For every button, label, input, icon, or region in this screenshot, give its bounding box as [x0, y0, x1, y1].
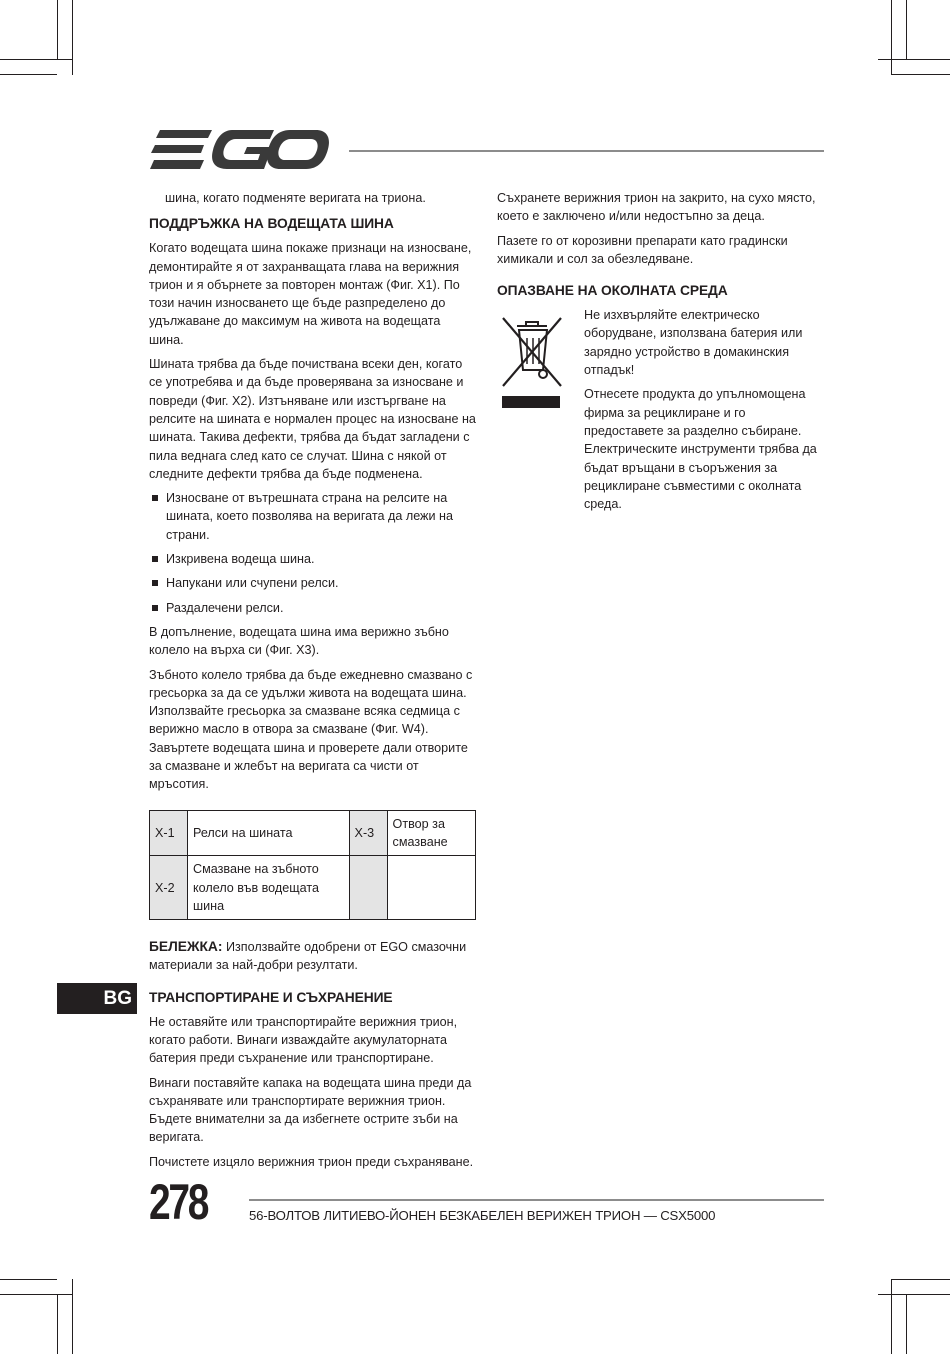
header-rule: [349, 150, 824, 152]
crop-mark: [891, 1279, 892, 1354]
environment-text: [584, 306, 822, 513]
environment-block: [497, 306, 822, 513]
crop-mark: [892, 74, 950, 75]
language-tab: BG: [57, 983, 137, 1014]
list-item-text: Напукани или счупени релси.: [166, 576, 339, 591]
crop-mark: [0, 1279, 57, 1280]
left-column: [149, 189, 476, 1177]
intro-continuation: шина, когато подменяте веригата на триона.: [165, 191, 426, 205]
table-row: [150, 810, 476, 856]
crop-mark: [57, 1294, 58, 1354]
crop-mark: [0, 1294, 72, 1295]
list-item: [149, 599, 476, 617]
list-item: [149, 550, 476, 568]
paragraph: Почистете изцяло верижния трион преди съхраняване.: [149, 1154, 474, 1169]
paragraph: Когато водещата шина покаже признаци на износване, демонтирайте я от захранващата глава на верижния трион и я обърнете за повторен монтаж (Фиг. X1). По този начин износването ще бъде разпределено до удължаване до максимум на живота на водещата шина.: [149, 241, 472, 347]
note-label: БЕЛЕЖКА:: [149, 939, 223, 955]
crop-mark: [891, 0, 892, 75]
table-cell-text: [387, 856, 475, 920]
paragraph: Пазете го от корозивни препарати като градински химикали и сол за обезледяване.: [497, 233, 788, 266]
table-cell-text: Смазване на зъбното колело във водещата шина: [188, 856, 350, 920]
crop-mark: [57, 0, 58, 60]
crop-mark: [878, 59, 950, 60]
bullet-icon: [152, 605, 158, 611]
table-cell-code: X-1: [150, 810, 188, 856]
table-cell-text: Отвор за смазване: [387, 810, 475, 856]
list-item: [149, 574, 476, 592]
list-item-text: Изкривена водеща шина.: [166, 552, 315, 567]
section-heading-bar-maintenance: ПОДДРЪЖКА НА ВОДЕЩАТА ШИНА: [149, 216, 394, 232]
paragraph: Винаги поставяйте капака на водещата шина преди да съхранявате или транспортирате верижния трион. Бъдете внимателни за да избегнете острите зъби на веригата.: [149, 1075, 472, 1145]
defect-list: [149, 489, 476, 617]
note: [149, 938, 476, 975]
list-item-text: Износване от вътрешната страна на релсите на шината, което позволява на веригата да лежи на страни.: [166, 491, 453, 542]
table-row: [150, 856, 476, 920]
ego-logo: [150, 128, 330, 172]
crop-mark: [906, 1294, 907, 1354]
right-column: [497, 189, 822, 519]
crop-mark: [0, 59, 72, 60]
paragraph: Не оставяйте или транспортирайте верижния трион, когато работи. Винаги изваждайте акумулаторната батерия преди съхранение или транспортиране.: [149, 1014, 458, 1066]
paragraph: В допълнение, водещата шина има верижно зъбно колело на върха си (Фиг. X3).: [149, 624, 449, 658]
crop-mark: [892, 1279, 950, 1280]
crossed-out-wheelie-bin-icon: [497, 308, 567, 408]
table-cell-code: X-2: [150, 856, 188, 920]
reference-table: [149, 810, 476, 920]
section-heading-environment: ОПАЗВАНЕ НА ОКОЛНАТА СРЕДА: [497, 283, 728, 299]
list-item-text: Раздалечени релси.: [166, 600, 284, 615]
note-text: Използвайте одобрени от EGO смазочни материали за най-добри резултати.: [149, 940, 467, 973]
paragraph: Отнесете продукта до упълномощена фирма за рециклиране и го предоставете за разделно събиране. Електрическите инструменти трябва да бъдат връщани в съоръжения за рециклиране съвместими с околната среда.: [584, 387, 817, 512]
paragraph: Съхранете верижния трион на закрито, на сухо място, което е заключено и/или недостъпно за деца.: [497, 191, 816, 224]
footer-rule: [249, 1199, 824, 1201]
table-cell-code: X-3: [349, 810, 387, 856]
crop-mark: [0, 74, 57, 75]
crop-mark: [72, 1279, 73, 1354]
crop-mark: [878, 1294, 950, 1295]
table-cell-code: [349, 856, 387, 920]
footer-title: 56-ВОЛТОВ ЛИТИЕВО-ЙОНЕН БЕЗКАБЕЛЕН ВЕРИЖЕН ТРИОН — CSX5000: [249, 1208, 716, 1223]
crop-mark: [72, 0, 73, 75]
crop-mark: [906, 0, 907, 60]
paragraph: Не изхвърляйте електрическо оборудване, използвана батерия или зарядно устройство в домакинския отпадък!: [584, 308, 803, 378]
table-cell-text: Релси на шината: [188, 810, 350, 856]
bullet-icon: [152, 580, 158, 586]
bullet-icon: [152, 556, 158, 562]
paragraph: Зъбното колело трябва да бъде ежедневно смазвано с гресьорка за да се удължи живота на водещата шина. Използвайте гресьорка за смазване всяка седмица с верижно масло в отвора за смазване (Фиг. W4). Завъртете водещата шина и проверете дали отворите за смазване и жлебът на веригата са чисти от мръсотия.: [149, 667, 473, 792]
bullet-icon: [152, 495, 158, 501]
page-number: 278: [149, 1174, 208, 1230]
paragraph: Шината трябва да бъде почиствана всеки ден, когато се употребява и да бъде проверявана за износване и повреди (Фиг. X2). Изтъняване или изстъргване на релсите на шината е нормален процес на износване на шината. Такива дефекти, трябва да бъдат загладени с пила веднага след като се случат. Шина с някой от следните дефекти трябва да бъде подменена.: [149, 357, 476, 481]
section-heading-transport: ТРАНСПОРТИРАНЕ И СЪХРАНЕНИЕ: [149, 989, 393, 1005]
list-item: [149, 489, 476, 544]
